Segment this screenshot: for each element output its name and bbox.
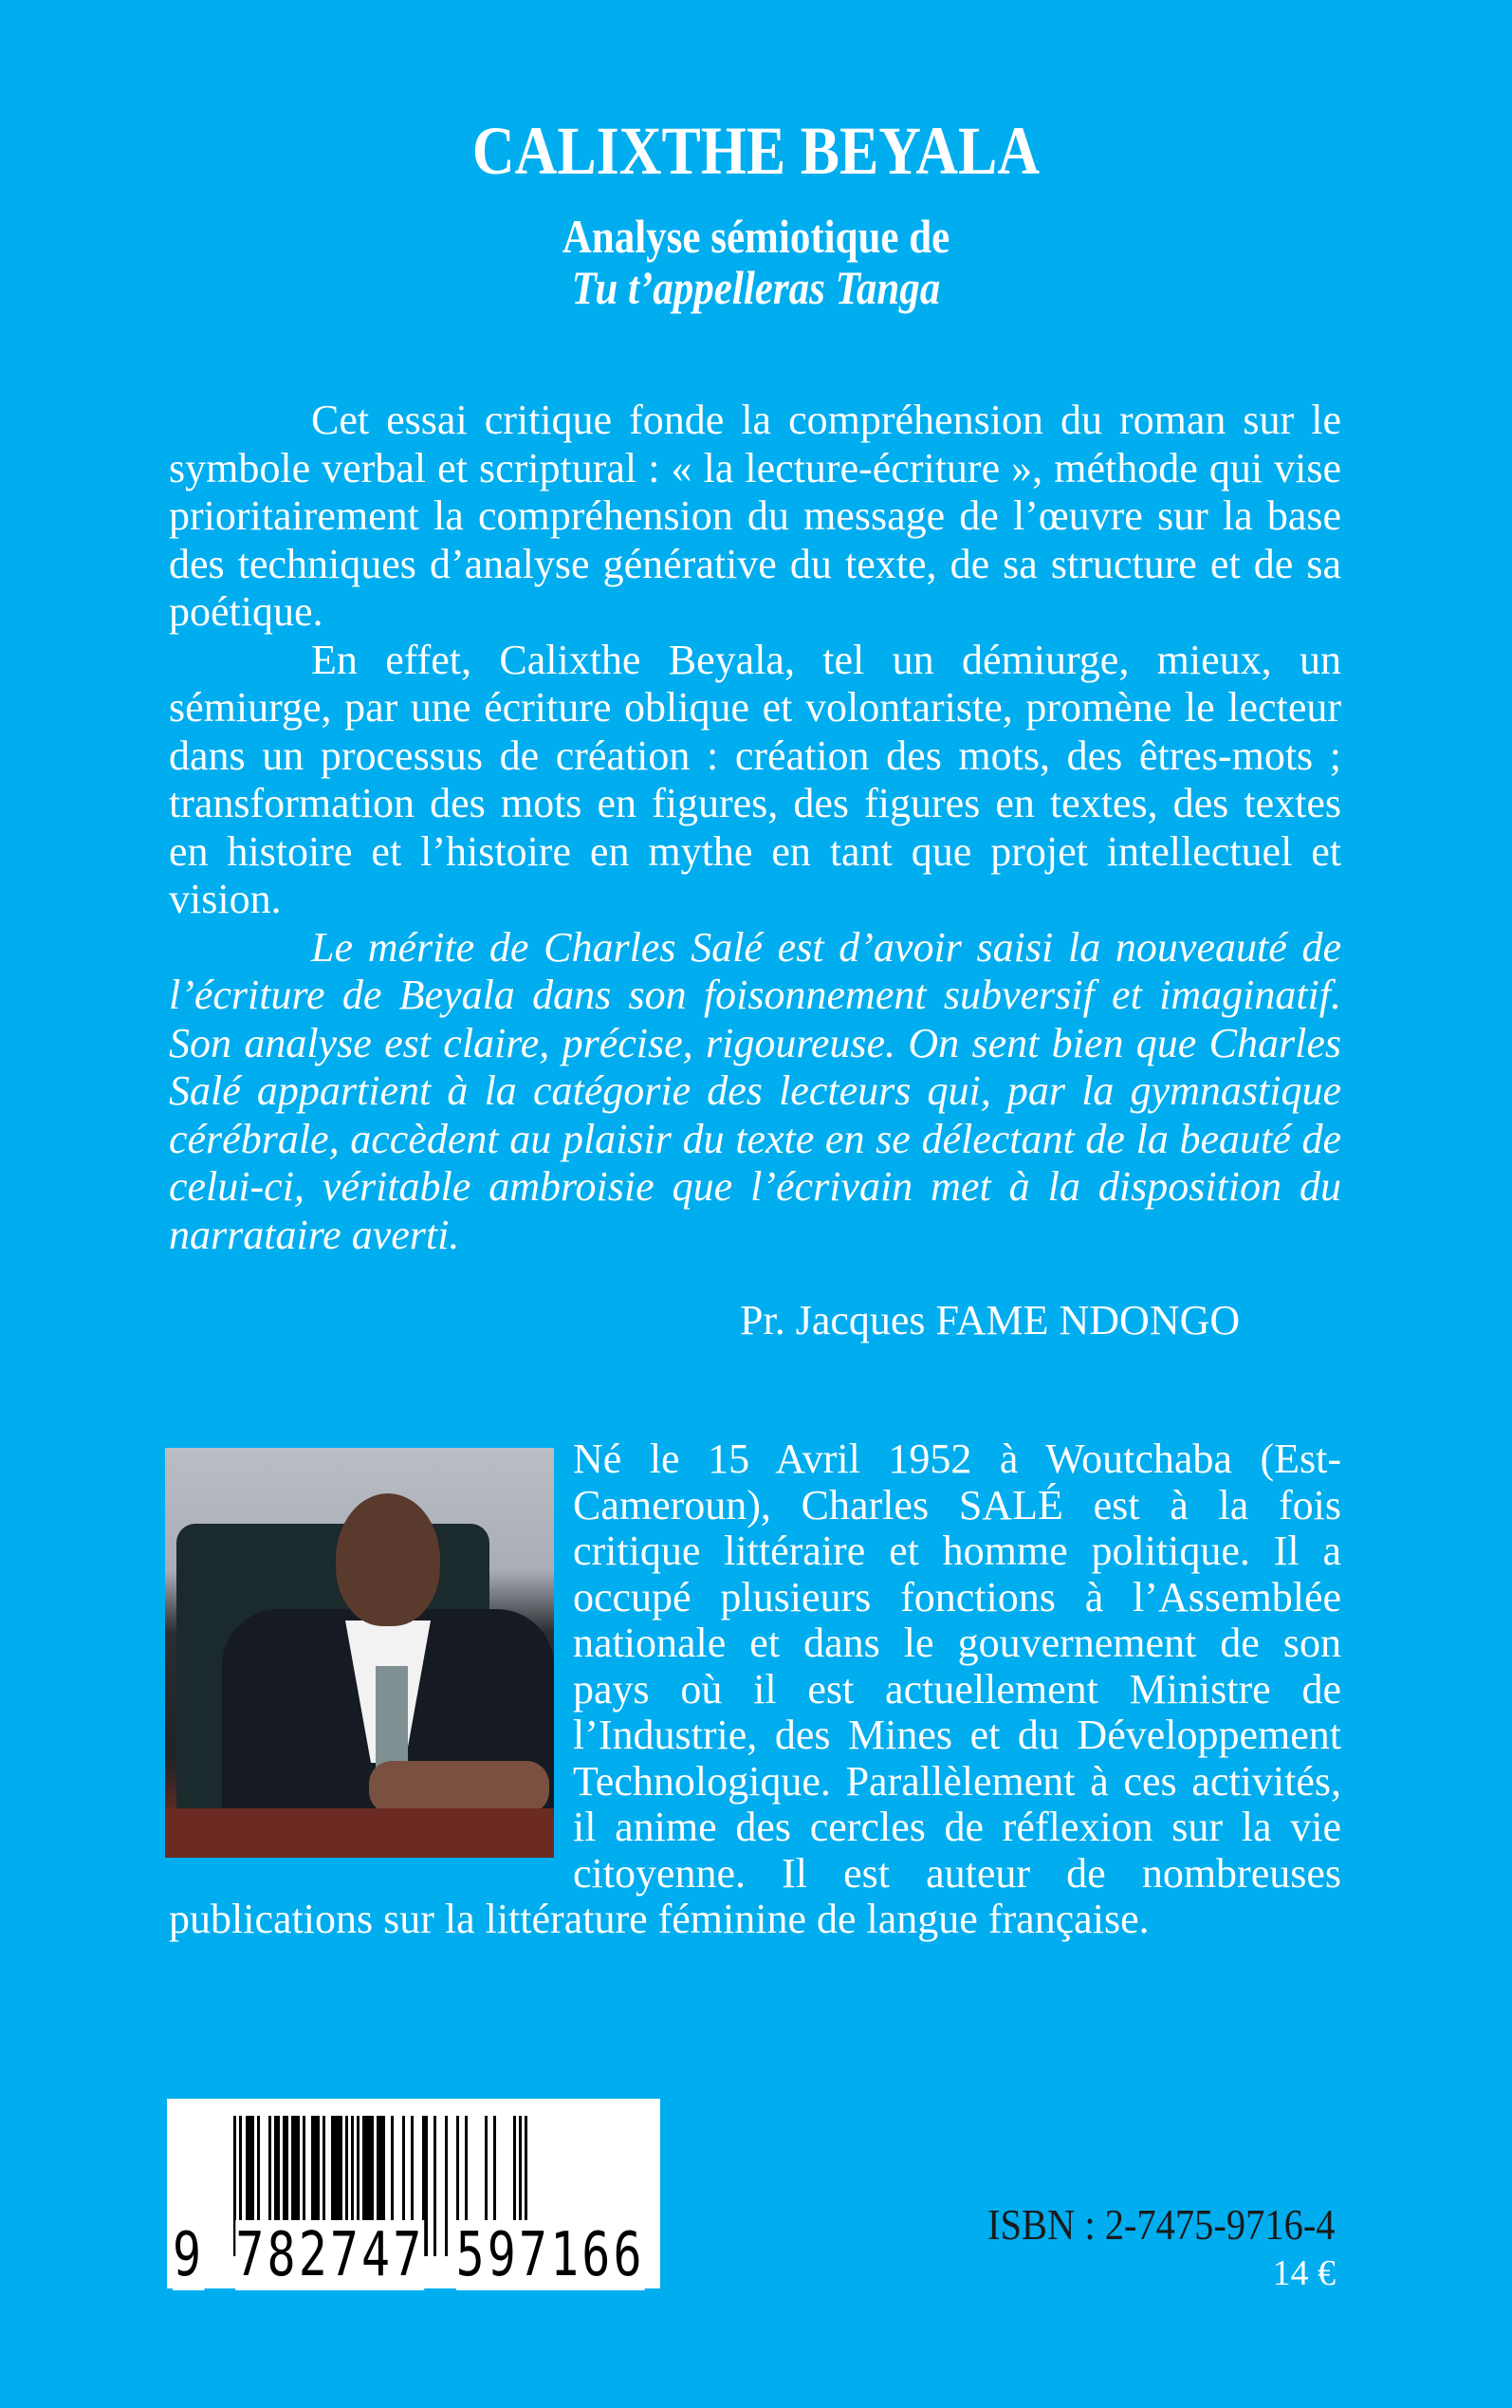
book-title: CALIXTHE BEYALA [471, 113, 1041, 189]
author-bio-text: Né le 15 Avril 1952 à Woutchaba (Est-Cameroun), Charles SALÉ est à la fois critique littéraire et homme politique. Il a occupé plusieurs fonctions à l’Assemblée nationale et dans le gouvernement de son pays où il est actuellement Ministre de l’Industrie, des Mines et du Développement Technologique. Parallèlement à ces activités, il anime des cercles de réflexion sur la vie citoyenne. Il est auteur de nombreuses publications sur la littérature féminine de langue française. [169, 1436, 1341, 1942]
barcode-digits: 9 782747 597166 [173, 2220, 645, 2290]
subtitle-line-2: Tu t’appelleras Tanga [571, 261, 941, 314]
photo-spacer [169, 1436, 573, 1887]
summary-text [169, 397, 1341, 1259]
summary-paragraph: Cet essai critique fonde la compréhension du roman sur le symbole verbal et scriptural : « la lecture-écriture », méthode qui vise prioritairement la compréhension du message de l’œuvre sur la base des techniques d’analyse générative du texte, de sa structure et de sa poétique. [169, 397, 1341, 635]
author-bio [169, 1436, 1341, 1943]
book-subtitle [106, 211, 1407, 313]
isbn-label: ISBN : 2-7475-9716-4 [987, 2200, 1336, 2249]
price-label: 14 € [1272, 2253, 1336, 2293]
barcode [167, 2099, 660, 2288]
subtitle-line-1: Analyse sémiotique de [562, 210, 950, 263]
endorsement-quote: Le mérite de Charles Salé est d’avoir saisi la nouveauté de l’écriture de Beyala dans son foisonnement subversif et imaginatif. Son analyse est claire, précise, rigoureuse. On sent bien que Charles Salé appartient à la catégorie des lecteurs qui, par la gymnastique cérébrale, accèdent au plaisir du texte en se délectant de la beauté de celui-ci, véritable ambroisie que l’écrivain met à la disposition du narrataire averti. [169, 923, 1341, 1258]
quote-author: Pr. Jacques FAME NDONGO [740, 1297, 1241, 1343]
summary-paragraph: En effet, Calixthe Beyala, tel un démiurge, mieux, un sémiurge, par une écriture oblique et volontariste, promène le lecteur dans un processus de création : création des mots, des êtres-mots ; transformation des mots en figures, des figures en textes, des textes en histoire et l’histoire en mythe en tant que projet intellectuel et vision. [169, 636, 1341, 922]
